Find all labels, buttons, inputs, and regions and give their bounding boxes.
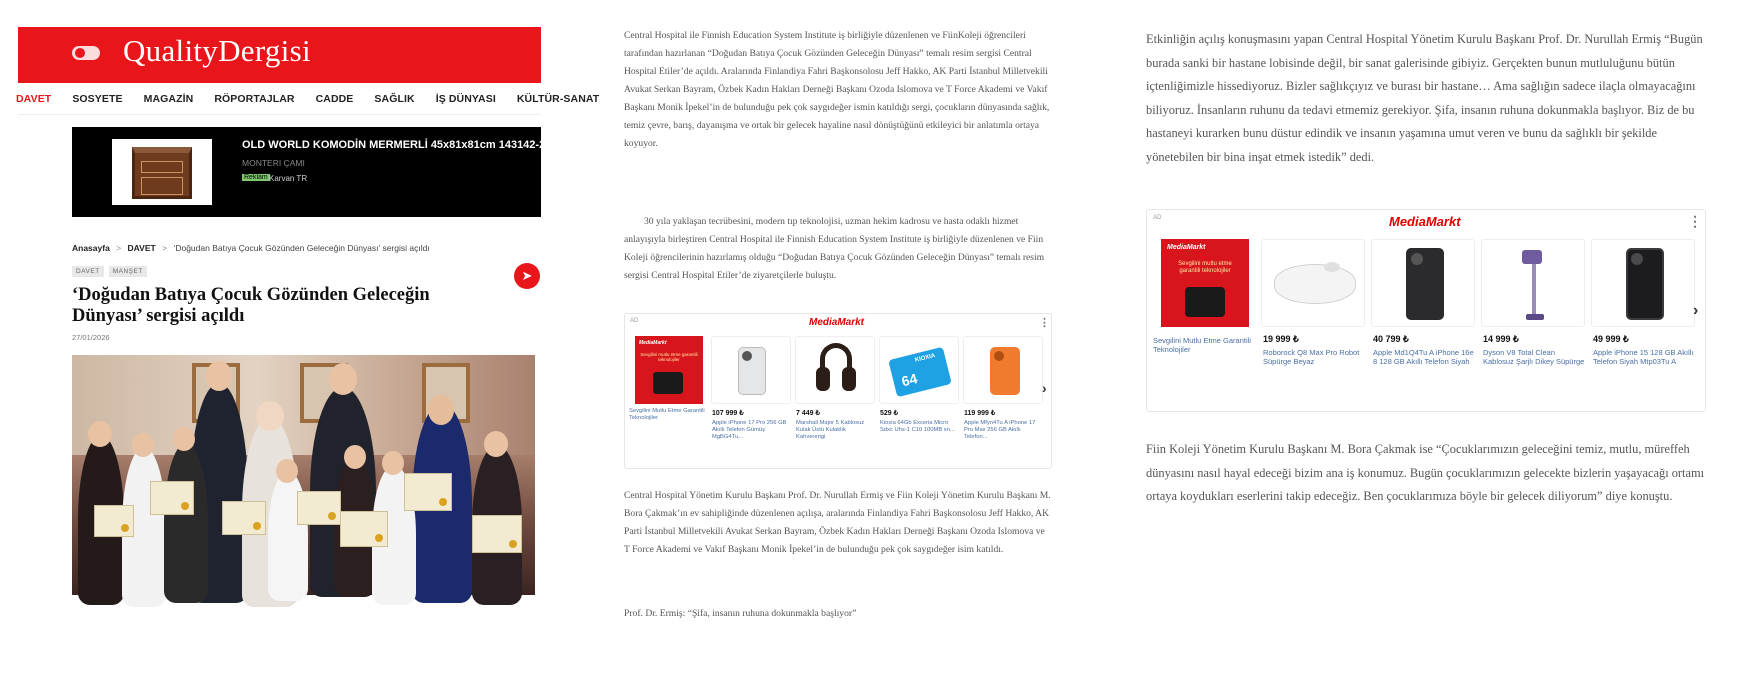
vacuum-body [1522, 250, 1542, 264]
site-logo[interactable]: QualityDergisi [123, 33, 311, 68]
article-date: 27/01/2026 [72, 333, 110, 342]
photo-face [382, 451, 404, 475]
photo-face [256, 401, 284, 431]
product-name[interactable]: Dyson V8 Total Clean Kablosuz Şarjlı Dikey Süpürge [1483, 348, 1585, 366]
theme-toggle-icon[interactable] [72, 46, 100, 60]
photo-certificate [297, 491, 341, 525]
promo-image[interactable] [635, 336, 703, 404]
photo-face [344, 445, 366, 469]
article-column-middle [624, 27, 1052, 647]
product-thumb[interactable] [963, 336, 1043, 404]
product-name[interactable]: Apple Mfyn4Tu A iPhone 17 Pro Max 256 GB Akıllı Telefon... [964, 420, 1036, 440]
photo-face [484, 431, 508, 457]
article-tags [72, 266, 147, 277]
photo-certificate [472, 515, 522, 553]
promo-brand: MediaMarkt [639, 340, 667, 346]
breadcrumb-current: ‘Doğudan Batıya Çocuk Gözünden Geleceğin Dünyası’ sergisi açıldı [173, 243, 430, 253]
article-title: ‘Doğudan Batıya Çocuk Gözünden Geleceğin Dünyası’ sergisi açıldı [72, 285, 430, 326]
sd-card-size: 64 [899, 370, 919, 390]
photo-face [329, 363, 357, 395]
article-photo [72, 355, 535, 595]
product-name[interactable]: Roborock Q8 Max Pro Robot Süpürge Beyaz [1263, 348, 1360, 366]
ad-product-image[interactable] [112, 139, 212, 205]
product-price[interactable]: 14 999 ₺ [1483, 334, 1519, 344]
product-thumb[interactable] [1261, 239, 1365, 327]
promo-brand: MediaMarkt [1167, 244, 1206, 251]
vacuum-head [1526, 314, 1544, 320]
sd-card-label: KIOXIA [914, 352, 936, 364]
breadcrumb-category[interactable]: DAVET [127, 243, 156, 253]
photo-certificate [404, 473, 452, 511]
nav-item-kultur-sanat[interactable]: KÜLTÜR-SANAT [516, 92, 600, 105]
nav-item-sosyete[interactable]: SOSYETE [72, 92, 123, 105]
article-subheading: Prof. Dr. Ermiş: “Şifa, insanın ruhuna dokunmakla başlıyor” [624, 608, 857, 619]
product-price[interactable]: 119 999 ₺ [964, 410, 996, 417]
product-price[interactable]: 107 999 ₺ [712, 410, 744, 417]
telegram-share-icon[interactable]: ➤ [514, 263, 540, 289]
mediamarkt-logo[interactable]: MediaMarkt [809, 317, 865, 328]
promo-image[interactable] [1161, 239, 1249, 327]
ad-badge: Reklam [244, 174, 268, 181]
promo-headline: Sevgilini mutlu etme garantili teknolojiler [1178, 261, 1232, 274]
product-thumb[interactable] [879, 336, 959, 404]
article-paragraph-1: Central Hospital ile Finnish Education System Institute iş birliğiyle düzenlenen ve FiinKoleji öğrencileri tarafından hazırlanan “Doğudan Batıya Çocuk Gözünden Geleceğin Dünyası” temalı resim sergisi Central Hospital Etiler’de açıldı. Aralarında Finlandiya Fahri Başkonsolosu Jeff Hakko, AK Parti İstanbul Milletvekili Avukat Serkan Bayram, Özbek Kadın Hakları Derneği Başkanı Ozoda Islomova ve T Force Akademi ve Vakıf Başkanı Monik İpekel’in de bulunduğu pek çok saygıdeğer ismin katıldığı sergi, çocukların dünyasında sağlık, temiz çevre, barış, dayanışma ve ortak bir gelecek hayaline nasıl dönüştüğünü etkileyici bir anlatımla ortaya koyuyor. [624, 30, 1050, 149]
site-header [18, 27, 541, 83]
promo-name[interactable]: Sevgilini Mutlu Etme Garantili Teknolojiler [629, 408, 705, 421]
carousel-next-icon[interactable]: › [1042, 380, 1047, 396]
photo-face [132, 433, 154, 457]
article-column-right [1146, 27, 1706, 647]
ad-options-icon[interactable]: ⋮ [1039, 317, 1050, 329]
robot-vacuum-image [1274, 264, 1356, 304]
breadcrumb-home[interactable]: Anasayfa [72, 243, 110, 253]
camera-lens [1411, 253, 1423, 265]
sd-card-image [888, 347, 952, 397]
camera-lens [742, 351, 752, 361]
product-price[interactable]: 40 799 ₺ [1373, 334, 1409, 344]
photo-face [173, 427, 195, 451]
top-banner-ad[interactable] [72, 127, 546, 217]
nav-item-magazin[interactable]: MAGAZİN [143, 92, 194, 105]
quality-dergisi-page [16, 27, 600, 637]
main-nav [16, 83, 600, 115]
photo-face [206, 361, 232, 391]
breadcrumb-separator: > [162, 243, 168, 253]
breadcrumb-separator: > [116, 243, 122, 253]
product-thumb[interactable] [795, 336, 875, 404]
camera-lens [1631, 253, 1643, 265]
product-thumb[interactable] [1371, 239, 1475, 327]
article-paragraph-6: Fiin Koleji Yönetim Kurulu Başkanı M. Bora Çakmak ise “Çocuklarımızın geleceğini temiz, mutlu, müreffeh dünyasını nasıl hayal edeceği bizim ana iş konumuz. Bugün çocuklarımızın gelecekte bizlerin yaşayacağı ortamı ortaya koydukları eserlerini takip edeceğiz. Ben çocuklarımıza böyle bir gelecek diliyorum” diye konuştu. [1146, 442, 1705, 504]
mediamarkt-logo[interactable]: MediaMarkt [1389, 214, 1461, 229]
product-name[interactable]: Apple iPhone 17 Pro 256 GB Akıllı Telefon Gümüş MgBG4Tu... [712, 420, 787, 440]
tag-davet[interactable]: DAVET [72, 266, 104, 277]
product-price[interactable]: 529 ₺ [880, 410, 899, 417]
headphone-cup [842, 367, 856, 391]
ad-title[interactable]: OLD WORLD KOMODİN MERMERLİ 45x81x81cm 143142-2 [242, 139, 546, 151]
article-paragraph-2: 30 yıla yaklaşan tecrübesini, modern tıp teknolojisi, uzman hekim kadrosu ve hasta odaklı hizmet anlayışıyla birleştiren Central Hospital ile Finnish Education System Institute iş birliğiyle düzenlenen ve Fiin Koleji öğrencilerinin hazırlamış olduğu “Doğudan Batıya Çocuk Gözünden Geleceğin Dünyası” temalı resim sergisi Central Hospital Etiler’de ziyaretçilerle buluştu. [624, 216, 1045, 281]
tag-manset[interactable]: MANŞET [109, 266, 147, 277]
photo-certificate [222, 501, 266, 535]
nav-item-davet[interactable]: DAVET [16, 92, 52, 105]
product-price[interactable]: 19 999 ₺ [1263, 334, 1299, 344]
product-name[interactable]: Apple iPhone 15 128 GB Akıllı Telefon Siyah Mtp03Tu A [1593, 348, 1694, 366]
photo-face [428, 395, 454, 425]
nav-item-cadde[interactable]: CADDE [315, 92, 354, 105]
photo-person [164, 443, 208, 603]
product-thumb[interactable] [1591, 239, 1695, 327]
carousel-next-icon[interactable]: › [1693, 302, 1699, 319]
product-price[interactable]: 7 449 ₺ [796, 410, 820, 417]
robot-sensor [1324, 262, 1340, 272]
product-price[interactable]: 49 999 ₺ [1593, 334, 1629, 344]
ad-brand[interactable]: Karvan TR [269, 174, 308, 183]
ad-mark: AD [1153, 215, 1162, 221]
promo-headline: Sevgilini mutlu etme garantili teknolojiler [640, 352, 698, 362]
article-paragraph-3: Central Hospital Yönetim Kurulu Başkanı Prof. Dr. Nurullah Ermiş ve Fiin Koleji Yönetim Kurulu Başkanı M. Bora Çakmak’ın ev sahipliğinde düzenlenen açılışa, aralarında Finlandiya Fahri Başkonsolosu Jeff Hakko, AK Parti İstanbul Milletvekili Avukat Serkan Bayram, Özbek Kadın Hakları Derneği Başkanı Ozoda Islomova ve T Force Akademi ve Vakıf Başkanı Monik İpekel’in de bulunduğu pek çok saygıdeğer isim katıldı. [624, 490, 1051, 555]
photo-certificate [94, 505, 134, 537]
ad-options-icon[interactable]: ⋮ [1688, 213, 1702, 229]
breadcrumb [72, 243, 430, 253]
product-name[interactable]: Marshall Major 5 Kablosuz Kulak Üstü Kulaklık Kahverengi [796, 420, 865, 440]
ad-mark: AD [630, 318, 639, 324]
product-thumb[interactable] [711, 336, 791, 404]
promo-gift-icon [1185, 287, 1225, 317]
article-paragraph-5: Etkinliğin açılış konuşmasını yapan Central Hospital Yönetim Kurulu Başkanı Prof. Dr. Nurullah Ermiş “Bugün burada sanki bir hastane lobisinde değil, bir sanat galerisinde gibiyiz. Gerçekten bunun mutluluğunu bütün içtenliğimizle hissediyoruz. Bizler sağlıkçıyız ve burası bir hastane… Ama sağlığın sadece ilaçla olmayacağını biliyoruz. İnsanların ruhunu da tedavi etmemiz gerekiyor. Şifa, insanın ruhuna dokunmakla başlıyor. Biz de bu hastaneyi kurarken bunu düstur edindik ve insanın yaşamına umut veren ve bunu da sağlıklı bir şekilde yönetebilen bir bina inşat etmek istedik” dedi. [1146, 32, 1703, 164]
product-name[interactable]: Kioxia 64Gb Exceria Micro Sdxc Uhs-1 C10 100MB sn... [880, 420, 955, 433]
photo-face [276, 459, 298, 483]
nav-item-saglik[interactable]: SAĞLIK [374, 92, 415, 105]
promo-gift-icon [653, 372, 683, 394]
product-name[interactable]: Apple Md1Q4Tu A iPhone 16e 8 128 GB Akıllı Telefon Siyah [1373, 348, 1474, 366]
mediamarkt-ad-widget[interactable] [624, 313, 1052, 469]
mediamarkt-ad-widget[interactable] [1146, 209, 1706, 412]
photo-face [88, 421, 112, 447]
headphone-cup [816, 367, 830, 391]
product-thumb[interactable] [1481, 239, 1585, 327]
photo-certificate [340, 511, 388, 547]
nav-item-roportajlar[interactable]: RÖPORTAJLAR [214, 92, 295, 105]
promo-name[interactable]: Sevgilini Mutlu Etme Garantili Teknolojiler [1153, 336, 1251, 354]
camera-lens [994, 351, 1004, 361]
ad-subtitle: MONTERI ÇAMI [242, 158, 305, 168]
komodin-image [132, 147, 192, 199]
photo-certificate [150, 481, 194, 515]
nav-item-is-dunyasi[interactable]: İŞ DÜNYASI [435, 92, 496, 105]
